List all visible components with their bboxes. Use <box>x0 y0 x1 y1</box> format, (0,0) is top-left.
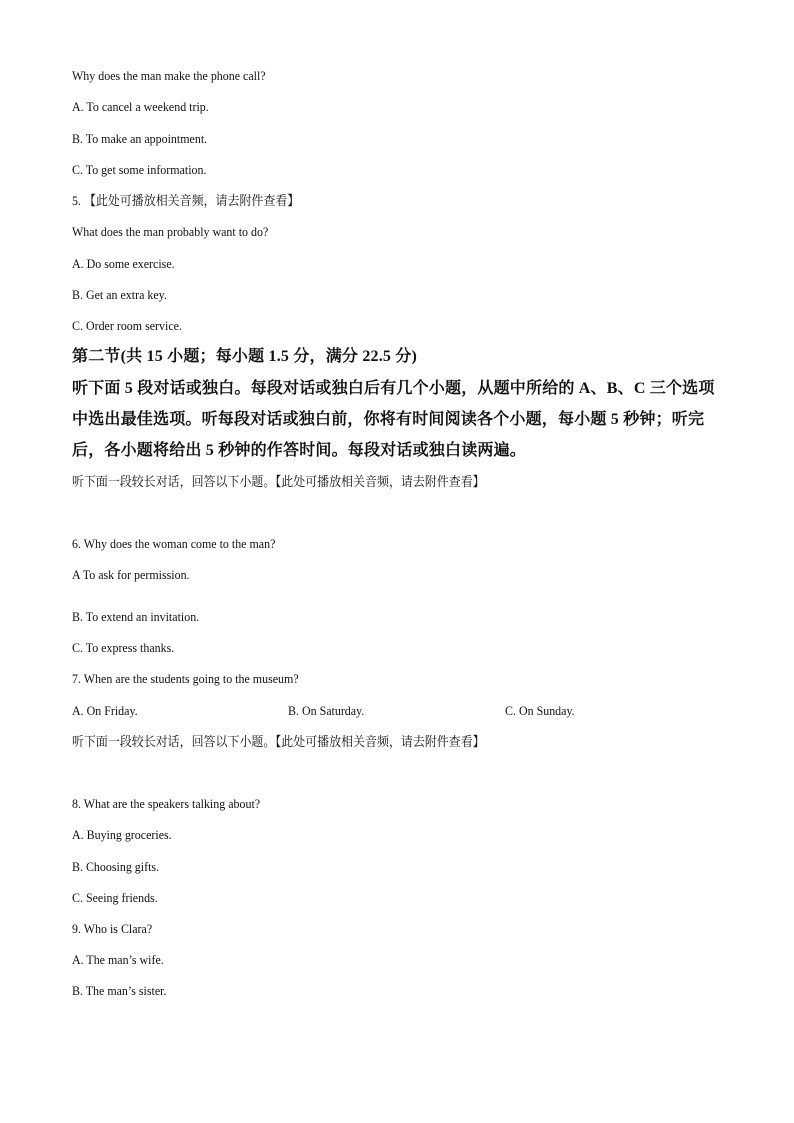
question-7-option-a: A. On Friday. <box>72 703 138 718</box>
question-7-option-b: B. On Saturday. <box>288 703 365 718</box>
question-7-option-c: C. On Sunday. <box>505 703 575 718</box>
section-2-instructions-line-3: 后，各小题将给出 5 秒钟的作答时间。每段对话或独白读两遍。 <box>72 442 527 459</box>
question-6-option-a: A To ask for permission. <box>72 567 190 582</box>
question-5-option-c: C. Order room service. <box>72 318 182 333</box>
section-2-instructions-line-1: 听下面 5 段对话或独白。每段对话或独白后有几个小题，从题中所给的 A、B、C 三个选项 <box>72 380 715 397</box>
question-8-option-c: C. Seeing friends. <box>72 890 158 905</box>
question-6-stem: 6. Why does the woman come to the man? <box>72 536 276 551</box>
question-7-stem: 7. When are the students going to the museum? <box>72 671 299 686</box>
question-9-option-a: A. The man’s wife. <box>72 952 164 967</box>
question-5-option-b: B. Get an extra key. <box>72 287 167 302</box>
question-8-option-b: B. Choosing gifts. <box>72 859 160 874</box>
section-2-title: 第二节(共 15 小题；每小题 1.5 分，满分 22.5 分) <box>72 348 418 365</box>
question-4-option-a: A. To cancel a weekend trip. <box>72 99 209 114</box>
dialog-6-intro: 听下面一段较长对话，回答以下小题。【此处可播放相关音频，请去附件查看】 <box>72 474 485 489</box>
question-4-option-c: C. To get some information. <box>72 162 207 177</box>
question-5-audio-note: 5. 【此处可播放相关音频，请去附件查看】 <box>72 193 300 208</box>
question-4-option-b: B. To make an appointment. <box>72 131 208 146</box>
question-9-stem: 9. Who is Clara? <box>72 921 153 936</box>
question-8-option-a: A. Buying groceries. <box>72 827 172 842</box>
question-4-stem: Why does the man make the phone call? <box>72 68 266 83</box>
section-2-instructions-line-2: 中选出最佳选项。听每段对话或独白前，你将有时间阅读各个小题，每小题 5 秒钟；听完 <box>72 411 705 428</box>
dialog-8-intro: 听下面一段较长对话，回答以下小题。【此处可播放相关音频，请去附件查看】 <box>72 734 485 749</box>
question-6-option-b: B. To extend an invitation. <box>72 609 200 624</box>
question-5-stem: What does the man probably want to do? <box>72 224 269 239</box>
question-6-option-c: C. To express thanks. <box>72 640 175 655</box>
question-9-option-b: B. The man’s sister. <box>72 983 167 998</box>
question-5-option-a: A. Do some exercise. <box>72 256 175 271</box>
question-8-stem: 8. What are the speakers talking about? <box>72 796 261 811</box>
